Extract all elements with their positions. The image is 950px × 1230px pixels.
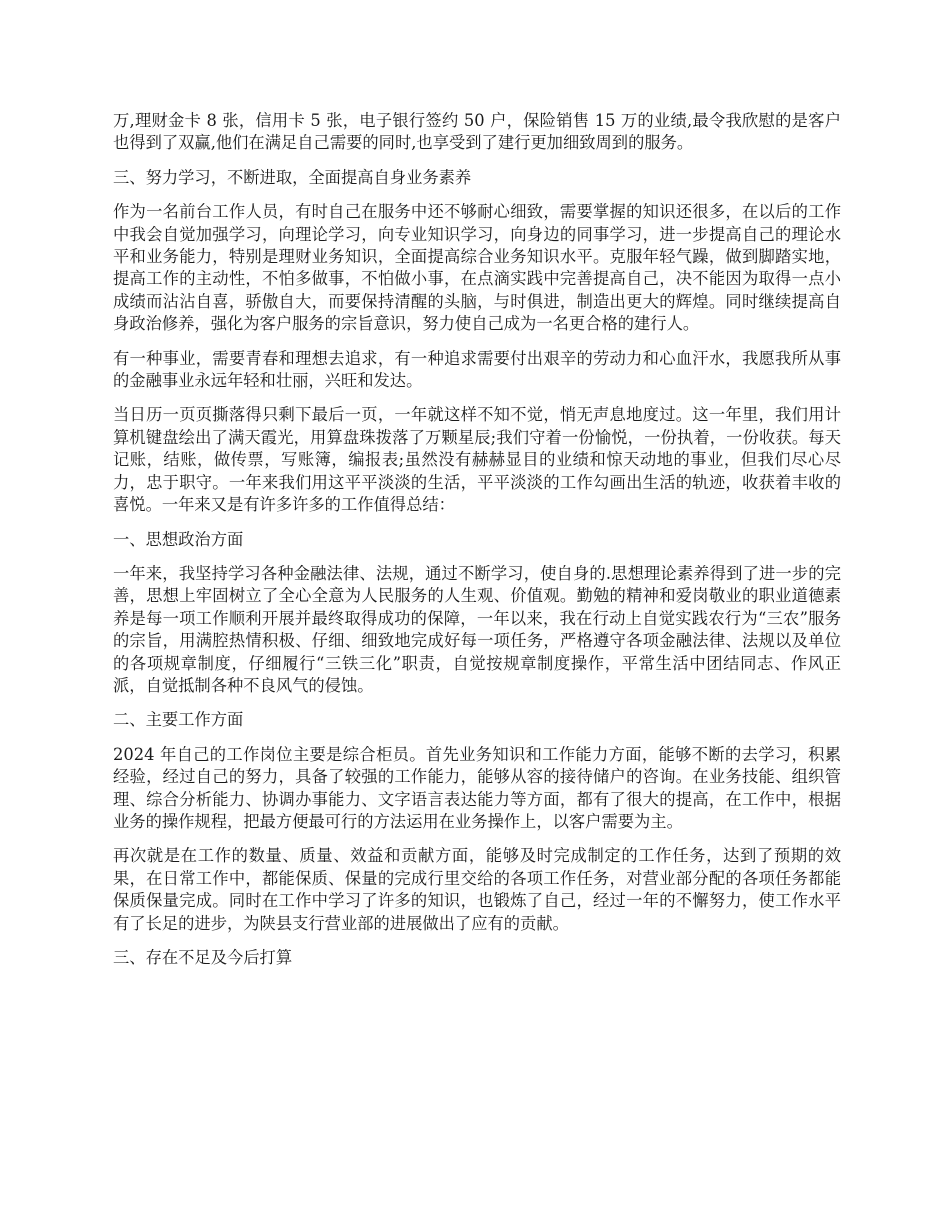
heading-shortcomings-plans: 三、存在不足及今后打算	[113, 948, 293, 967]
paragraph-study-plan: 作为一名前台工作人员，有时自己在服务中还不够耐心细致，需要掌握的知识还很多，在以后的工作中我会自觉加强学习，向理论学习，向专业知识学习，向身边的同事学习，进一步提高自己的理论水平和业务能力，特别是理财业务知识，全面提高综合业务知识水平。克服年轻气躁，做到脚踏实地，提高工作的主动性，不怕多做事，不怕做小事，在点滴实践中完善提高自己，决不能因为取得一点小成绩而沾沾自喜，骄傲自大，而要保持清醒的头脑，与时俱进，制造出更大的辉煌。同时继续提高自身政治修养，强化为客户服务的宗旨意识，努力使自己成为一名更合格的建行人。	[113, 202, 841, 334]
heading-study-improve: 三、努力学习，不断进取，全面提高自身业务素养	[113, 167, 472, 187]
heading-main-work: 二、主要工作方面	[113, 710, 244, 730]
paragraph-results-continued: 万,理财金卡 8 张，信用卡 5 张，电子银行签约 50 户，保险销售 15 万的业绩,最令我欣慰的是客户也得到了双赢,他们在满足自己需要的同时,也享受到了建行更加细致周到的服务。	[113, 111, 841, 153]
heading-political-thought: 一、思想政治方面	[113, 529, 244, 549]
paragraph-year-review-intro: 当日历一页页撕落得只剩下最后一页，一年就这样不知不觉，悄无声息地度过。这一年里，我们用计算机键盘绘出了满天霞光，用算盘珠拨落了万颗星辰;我们守着一份愉悦，一份执着，一份收获。每天记账，结账，做传票，写账簿，编报表;虽然没有赫赫显目的业绩和惊天动地的事业，但我们尽心尽力，忠于职守。一年来我们用这平平淡淡的生活，平平淡淡的工作勾画出生活的轨迹，收获着丰收的喜悦。一年来又是有许多许多的工作值得总结：	[113, 405, 841, 515]
paragraph-career-aspiration: 有一种事业，需要青春和理想去追求，有一种追求需要付出艰辛的劳动力和心血汗水，我愿我所从事的金融事业永远年轻和壮丽，兴旺和发达。	[113, 348, 841, 391]
paragraph-main-work: 2024 年自己的工作岗位主要是综合柜员。首先业务知识和工作能力方面，能够不断的去学习，积累经验，经过自己的努力，具备了较强的工作能力，能够从容的接待储户的咨询。在业务技能、组织管理、综合分析能力、协调办事能力、文字语言表达能力等方面，都有了很大的提高，在工作中，根据业务的操作规程，把最方便最可行的方法运用在业务操作上，以客户需要为主。	[113, 744, 841, 831]
document-page	[113, 110, 841, 981]
paragraph-work-quality: 再次就是在工作的数量、质量、效益和贡献方面，能够及时完成制定的工作任务，达到了预期的效果，在日常工作中，都能保质、保量的完成行里交给的各项工作任务，对营业部分配的各项任务都能保质保量完成。同时在工作中学习了许多的知识，也锻炼了自己，经过一年的不懈努力，使工作水平有了长足的进步，为陕县支行营业部的进展做出了应有的贡献。	[113, 846, 841, 933]
paragraph-political-thought: 一年来，我坚持学习各种金融法律、法规，通过不断学习，使自身的.思想理论素养得到了进一步的完善，思想上牢固树立了全心全意为人民服务的人生观、价值观。勤勉的精神和爱岗敬业的职业道德素养是每一项工作顺利开展并最终取得成功的保障，一年以来，我在行动上自觉实践农行为“三农”服务的宗旨，用满腔热情积极、仔细、细致地完成好每一项任务，严格遵守各项金融法律、法规以及单位的各项规章制度，仔细履行“三铁三化”职责，自觉按规章制度操作，平常生活中团结同志、作风正派，自觉抵制各种不良风气的侵蚀。	[113, 563, 841, 695]
